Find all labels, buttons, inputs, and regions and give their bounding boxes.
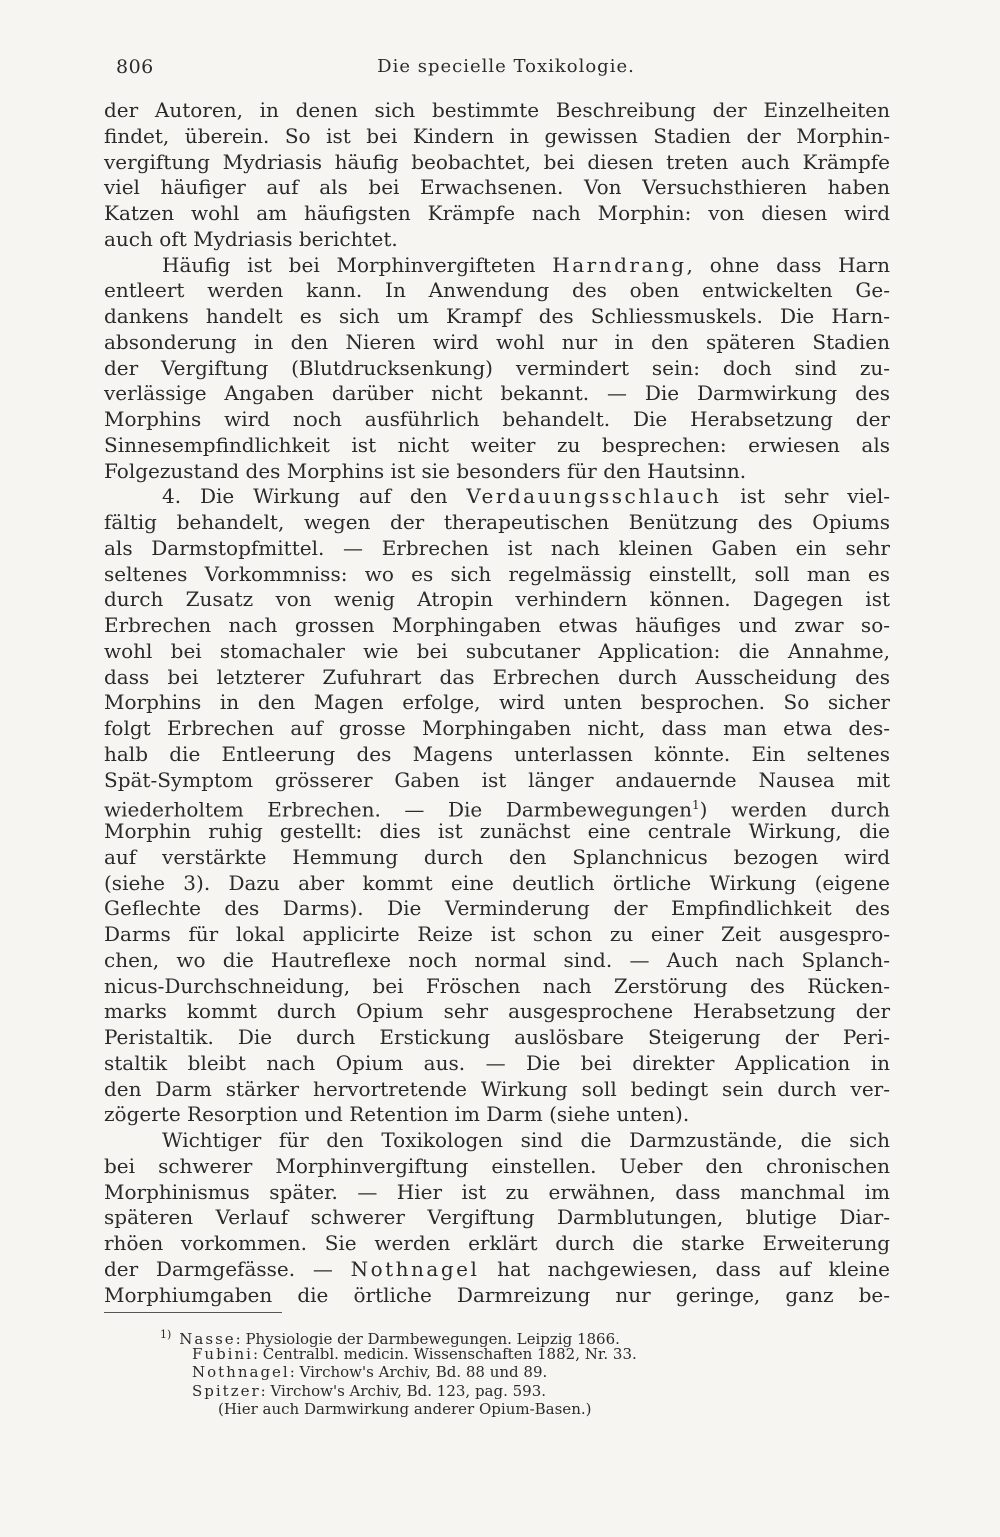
page-number: 806 — [116, 56, 154, 78]
spaced-term: Nothnagel — [350, 1256, 480, 1281]
footnote-line: $^{1)}$ Nasse: Physiologie der Darmbewegungen. Leipzig 1866. — [160, 1328, 620, 1348]
text-line: der Autoren, in denen sich bestimmte Beschreibung der Einzelheiten — [104, 98, 890, 122]
text-line: halb die Entleerung des Magens unterlassen könnte. Ein seltenes — [104, 741, 890, 766]
text-line: findet, überein. So ist bei Kindern in gewissen Stadien der Morphin- — [104, 123, 890, 148]
footnote-author: Nasse — [179, 1330, 236, 1348]
text-line: Peristaltik. Die durch Erstickung auslösbare Steigerung der Peri- — [104, 1025, 890, 1049]
text-line: 4. Die Wirkung auf den Verdauungsschlauch ist sehr viel- — [162, 484, 890, 509]
text-line: auf verstärkte Hemmung durch den Splanchnicus bezogen wird — [104, 844, 890, 869]
footnote-divider — [104, 1312, 282, 1313]
text-line: Sinnesempfindlichkeit ist nicht weiter zu besprechen: erwiesen als — [104, 432, 890, 457]
text-line: Morphin ruhig gestellt: dies ist zunächst eine centrale Wirkung, die — [104, 819, 890, 843]
footnote-line: (Hier auch Darmwirkung anderer Opium-Basen.) — [218, 1400, 592, 1418]
text-line: entleert werden kann. In Anwendung des oben entwickelten Ge- — [104, 278, 890, 303]
footnotes — [160, 1326, 860, 1419]
footnote-author: Fubini — [192, 1344, 253, 1363]
spaced-term: Verdauungsschlauch — [466, 484, 722, 509]
text-line: chen, wo die Hautreflexe noch normal sind. — Auch nach Splanch- — [104, 947, 890, 972]
text-line: folgt Erbrechen auf grosse Morphingaben nicht, dass man etwa des- — [104, 716, 890, 740]
text-line: der Vergiftung (Blutdrucksenkung) vermindert sein: doch sind zu- — [104, 355, 890, 380]
text-line: wiederholtem Erbrechen. — Die Darmbewegungen$^1$) werden durch — [104, 797, 890, 822]
text-line: wohl bei stomachaler wie bei subcutaner Application: die Annahme, — [104, 638, 890, 663]
text-line: fältig behandelt, wegen der therapeutischen Benützung des Opiums — [104, 510, 890, 534]
page-header — [104, 56, 890, 86]
text-line: Erbrechen nach grossen Morphingaben etwas häufiges und zwar so- — [104, 613, 890, 637]
text-line: vergiftung Mydriasis häufig beobachtet, bei diesen treten auch Krämpfe — [104, 149, 890, 174]
footnote-line: Spitzer: Virchow's Archiv, Bd. 123, pag. 593. — [192, 1381, 547, 1400]
text-line: seltenes Vorkommniss: wo es sich regelmässig einstellt, soll man es — [104, 561, 890, 586]
text-line: marks kommt durch Opium sehr ausgesprochene Herabsetzung der — [104, 999, 890, 1024]
text-line: bei schwerer Morphinvergiftung einstellen. Ueber den chronischen — [104, 1153, 890, 1178]
text-line: staltik bleibt nach Opium aus. — Die bei direkter Application in — [104, 1050, 890, 1075]
footnote-line: Fubini: Centralbl. medicin. Wissenschaften 1882, Nr. 33. — [192, 1344, 637, 1363]
text-line: Morphins in den Magen erfolge, wird unten besprochen. So sicher — [104, 690, 890, 715]
text-line: der Darmgefässe. — Nothnagel hat nachgewiesen, dass auf kleine — [104, 1256, 890, 1281]
spaced-term: Harndrang — [552, 252, 687, 277]
body-text — [104, 98, 890, 1308]
text-line: nicus-Durchschneidung, bei Fröschen nach Zerstörung des Rücken- — [104, 973, 890, 998]
text-line: (siehe 3). Dazu aber kommt eine deutlich örtliche Wirkung (eigene — [104, 870, 890, 895]
text-line: verlässige Angaben darüber nicht bekannt. — Die Darmwirkung des — [104, 381, 890, 406]
footnote-marker: 1) — [160, 1328, 172, 1341]
text-line: Morphinismus später. — Hier ist zu erwähnen, dass manchmal im — [104, 1179, 890, 1204]
text-line: den Darm stärker hervortretende Wirkung soll bedingt sein durch ver- — [104, 1076, 890, 1101]
text-line: Katzen wohl am häufigsten Krämpfe nach Morphin: von diesen wird — [104, 201, 890, 225]
text-line: späteren Verlauf schwerer Vergiftung Darmblutungen, blutige Diar- — [104, 1205, 890, 1230]
text-line: Häufig ist bei Morphinvergifteten Harndrang, ohne dass Harn — [162, 252, 890, 277]
text-line: viel häufiger auf als bei Erwachsenen. Von Versuchsthieren haben — [104, 175, 890, 200]
text-line: auch oft Mydriasis berichtet. — [104, 226, 398, 251]
footnote-line: Nothnagel: Virchow's Archiv, Bd. 88 und 89. — [192, 1363, 548, 1381]
text-line: durch Zusatz von wenig Atropin verhindern können. Dagegen ist — [104, 587, 890, 612]
text-line: als Darmstopfmittel. — Erbrechen ist nach kleinen Gaben ein sehr — [104, 535, 890, 560]
footnote-author: Spitzer — [192, 1381, 261, 1400]
footnote-reference: 1 — [692, 798, 700, 813]
text-line: dankens handelt es sich um Krampf des Schliessmuskels. Die Harn- — [104, 304, 890, 328]
text-line: Morphins wird noch ausführlich behandelt. Die Herabsetzung der — [104, 407, 890, 431]
running-title: Die specielle Toxikologie. — [377, 56, 635, 77]
text-line: Morphiumgaben die örtliche Darmreizung nur geringe, ganz be- — [104, 1282, 890, 1307]
text-line: dass bei letzterer Zufuhrart das Erbrechen durch Ausscheidung des — [104, 664, 890, 689]
text-line: Darms für lokal applicirte Reize ist schon zu einer Zeit ausgespro- — [104, 922, 890, 946]
text-line: Geflechte des Darms). Die Verminderung der Empfindlichkeit des — [104, 896, 890, 921]
footnote-author: Nothnagel — [192, 1363, 290, 1381]
text-line: Folgezustand des Morphins ist sie besonders für den Hautsinn. — [104, 458, 747, 483]
text-line: absonderung in den Nieren wird wohl nur in den späteren Stadien — [104, 329, 890, 354]
text-line: Spät-Symptom grösserer Gaben ist länger andauernde Nausea mit — [104, 767, 890, 792]
text-line: rhöen vorkommen. Sie werden erklärt durch die starke Erweiterung — [104, 1231, 890, 1255]
text-line: Wichtiger für den Toxikologen sind die Darmzustände, die sich — [162, 1128, 890, 1152]
text-line: zögerte Resorption und Retention im Darm (siehe unten). — [104, 1102, 690, 1127]
